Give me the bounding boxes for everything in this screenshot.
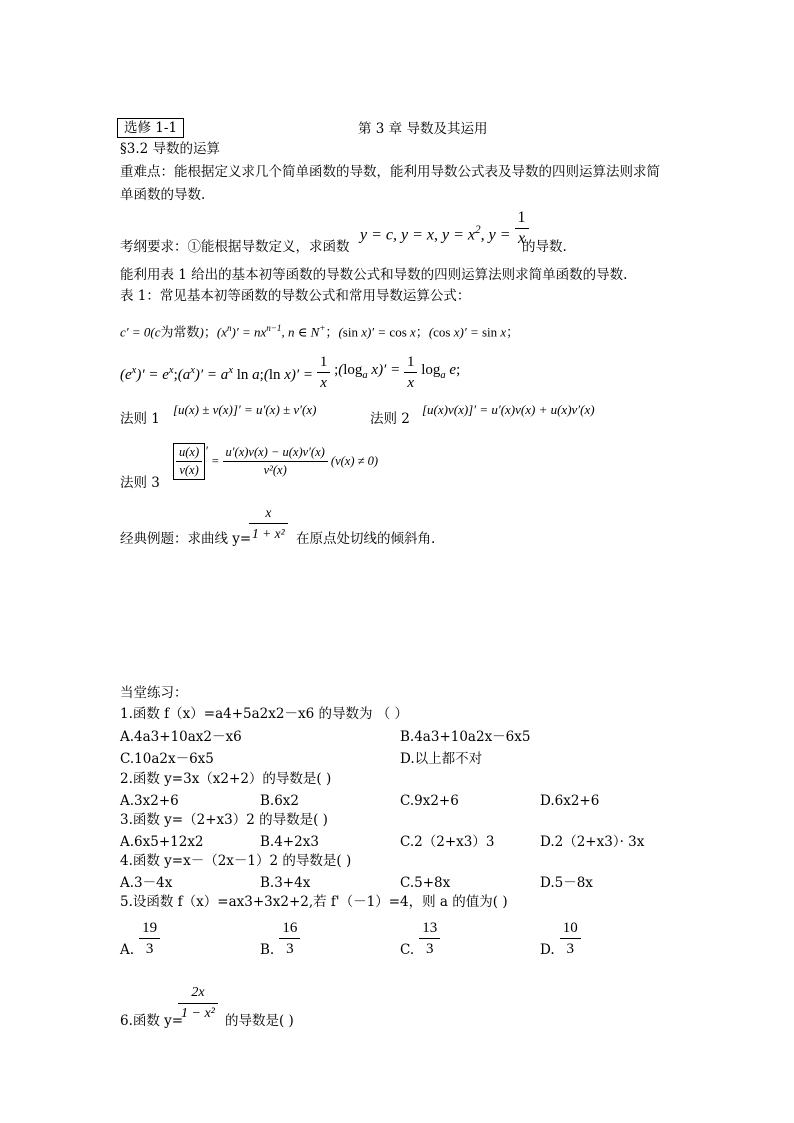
q2-option-d: D.6x2+6	[540, 793, 600, 809]
formula-line-1: c′ = 0(c为常数)；$(x^n)' = nx^{n-1}$, n ∈ N+；(sin x)′ = cos x；(cos x)′ = sin x；	[120, 323, 520, 340]
formula-line-2: $(e^x)'$ = $e^x;(a^x)' = a^x$ ln a;(ln x)′ = $\frac{1}{x}$ $;(\log_a$ x)′ = $\frac{1}{x}$ $\log_a e$;	[120, 354, 461, 391]
question-4: 4.函数 y=x－（2x－1）2 的导数是( )	[120, 853, 352, 869]
rule-1-formula: [u(x) ± v(x)]′ = u′(x) ± v′(x)	[173, 402, 317, 417]
course-tag: 选修 1-1	[117, 118, 184, 138]
q4-option-d: D.5－8x	[540, 875, 593, 891]
q2-option-b: B.6x2	[260, 793, 300, 809]
question-5: 5.设函数 f（x）=ax3+3x2+2,若 f'（－1）=4，则 a 的值为( )	[120, 894, 508, 910]
ability-text: 能利用表 1 给出的基本初等函数的导数公式和导数的四则运算法则求简单函数的导数.	[120, 267, 628, 283]
question-6-fraction: $\frac{2x}{\text{1 − x²}}$	[178, 983, 218, 1024]
question-2: 2.函数 y=3x（x2+2）的导数是( )	[120, 771, 332, 787]
key-points-line-2: 单函数的导数.	[120, 187, 206, 203]
q5-option-b: B. $\frac{16}{3}$	[260, 918, 300, 959]
q5-option-d: D. $\frac{10}{3}$	[540, 918, 581, 959]
requirement-suffix: 的导数.	[522, 239, 567, 255]
section-title: §3.2 导数的运算	[120, 141, 221, 157]
question-1: 1.函数 f（x）=a4+5a2x2－x6 的导数为 （ ）	[120, 706, 409, 722]
q3-option-b: B.4+2x3	[260, 834, 319, 850]
question-6-prefix: 6.函数 y=	[120, 1013, 184, 1029]
q3-option-d: D.2（2+x3）· 3x	[540, 834, 645, 850]
q1-option-c: C.10a2x－6x5	[120, 751, 214, 767]
requirement-formula: y = c, y = x, $y = x^2$, y = $\frac{1}{x}$	[360, 208, 529, 249]
q4-option-a: A.3－4x	[120, 875, 173, 891]
q3-option-c: C.2（2+x3）3	[400, 834, 495, 850]
q5-option-c: C. $\frac{13}{3}$	[400, 918, 440, 959]
q1-option-a: A.4a3+10ax2－x6	[120, 729, 242, 745]
requirement-prefix: 考纲要求：①能根据导数定义，求函数	[120, 239, 350, 255]
chapter-title: 第 3 章 导数及其运用	[358, 121, 488, 137]
q1-option-d: D.以上都不对	[400, 751, 483, 767]
q4-option-c: C.5+8x	[400, 875, 451, 891]
question-6-suffix: 的导数是( )	[225, 1013, 294, 1029]
q4-option-b: B.3+4x	[260, 875, 311, 891]
key-points-line-1: 重难点：能根据定义求几个简单函数的导数，能利用导数公式表及导数的四则运算法则求简	[120, 164, 660, 180]
question-3: 3.函数 y=（2+x3）2 的导数是( )	[120, 812, 328, 828]
table-title: 表 1：常见基本初等函数的导数公式和常用导数运算公式：	[120, 288, 471, 304]
q2-option-c: C.9x2+6	[400, 793, 459, 809]
q1-option-b: B.4a3+10a2x－6x5	[400, 729, 531, 745]
q2-option-a: A.3x2+6	[120, 793, 179, 809]
rule-2-formula: [u(x)v(x)]′ = u′(x)v(x) + u(x)v′(x)	[422, 402, 595, 417]
q5-option-a: A. $\frac{19}{3}$	[120, 918, 160, 959]
rule-1-label: 法则 1	[120, 411, 160, 427]
example-prefix: 经典例题：求曲线 y=	[120, 531, 252, 547]
example-fraction: $\frac{x}{\text{1 + x²}}$	[249, 503, 288, 544]
q3-option-a: A.6x5+12x2	[120, 834, 204, 850]
practice-title: 当堂练习：	[120, 685, 188, 701]
rule-2-label: 法则 2	[370, 411, 410, 427]
rule-3-label: 法则 3	[120, 475, 160, 491]
example-suffix: 在原点处切线的倾斜角.	[296, 531, 436, 547]
rule-3-formula: $\frac{u(x)}{v(x)}$ ′ = $\frac{u'(x)v(x) - u(x)v'(x)}{\text{v²(x)}}$ (v(x) ≠ 0)	[173, 443, 378, 480]
